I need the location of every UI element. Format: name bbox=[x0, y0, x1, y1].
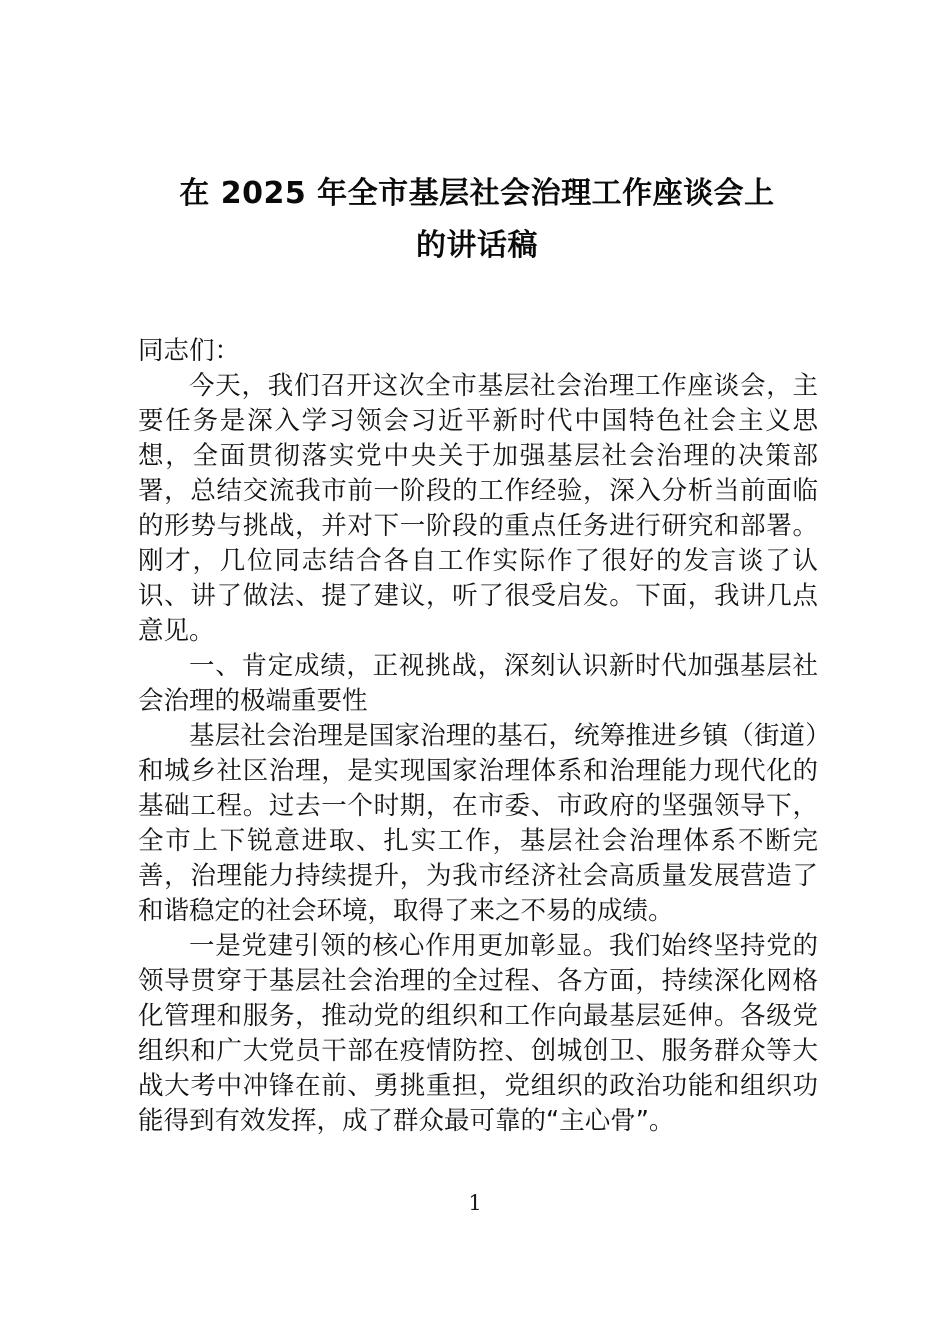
paragraph-section-one-body: 基层社会治理是国家治理的基石，统筹推进乡镇（街道）和城乡社区治理，是实现国家治理体系和治理能力现代化的基础工程。过去一个时期，在市委、市政府的坚强领导下，全市上下锐意进取、扎实工作，基层社会治理体系不断完善，治理能力持续提升，为我市经济社会高质量发展营造了和谐稳定的社会环境，取得了来之不易的成绩。 bbox=[138, 721, 818, 926]
page-title-line-1: 在 2025 年全市基层社会治理工作座谈会上 bbox=[179, 176, 775, 211]
document-body bbox=[138, 334, 818, 1139]
paragraph-salutation: 同志们： bbox=[138, 336, 241, 366]
footer-page-number: 1 bbox=[468, 1191, 482, 1215]
page-title bbox=[138, 168, 816, 272]
page-title-line-2: 的讲话稿 bbox=[416, 228, 538, 263]
paragraph-opening: 今天，我们召开这次全市基层社会治理工作座谈会，主要任务是深入学习领会习近平新时代中国特色社会主义思想，全面贯彻落实党中央关于加强基层社会治理的决策部署，总结交流我市前一阶段的工作经验，深入分析当前面临的形势与挑战，并对下一阶段的重点任务进行研究和部署。刚才，几位同志结合各自工作实际作了很好的发言谈了认识、讲了做法、提了建议，听了很受启发。下面，我讲几点意见。 bbox=[138, 371, 818, 646]
paragraph-point-one: 一是党建引领的核心作用更加彰显。我们始终坚持党的领导贯穿于基层社会治理的全过程、各方面，持续深化网格化管理和服务，推动党的组织和工作向最基层延伸。各级党组织和广大党员干部在疫情防控、创城创卫、服务群众等大战大考中冲锋在前、勇挑重担，党组织的政治功能和组织功能得到有效发挥，成了群众最可靠的“主心骨”。 bbox=[138, 931, 818, 1136]
section-heading-one: 一、肯定成绩，正视挑战，深刻认识新时代加强基层社会治理的极端重要性 bbox=[138, 651, 818, 716]
